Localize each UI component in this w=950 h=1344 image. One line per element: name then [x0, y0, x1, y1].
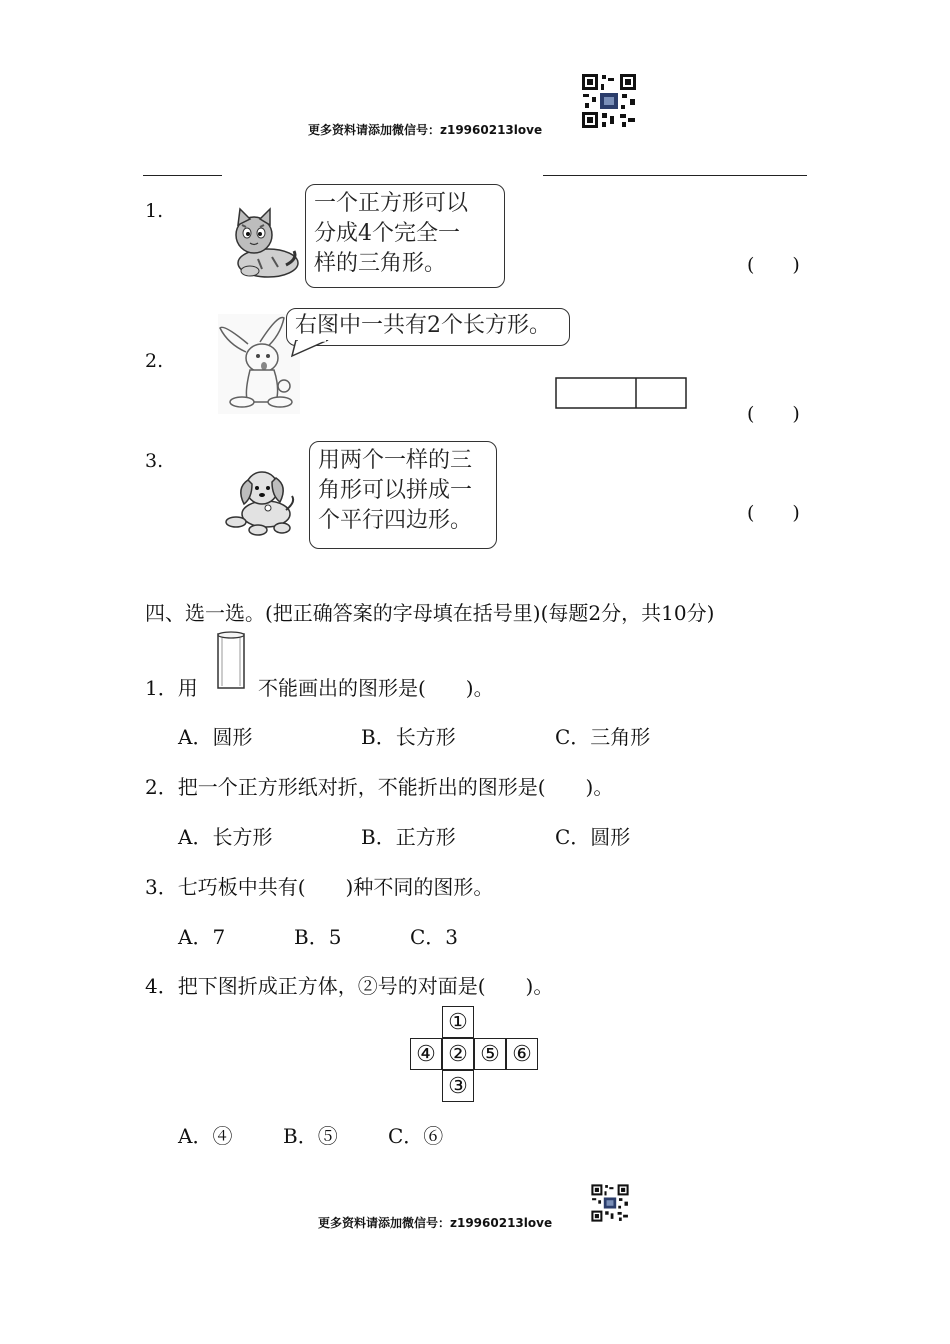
q3-option-a[interactable]: A．7 — [178, 925, 226, 949]
bubble-1-line-2: 分成4个完全一 — [314, 221, 460, 246]
judge-item-3-number: 3. — [145, 450, 164, 472]
judge-item-2-number: 2. — [145, 350, 164, 372]
header-rule-left — [143, 175, 222, 176]
question-4-text: 4．把下图折成正方体，②号的对面是( )。 — [145, 974, 554, 998]
bubble-2-line-1: 右图中一共有2个长方形。 — [295, 313, 551, 338]
question-2-text: 2．把一个正方形纸对折，不能折出的图形是( )。 — [145, 775, 614, 799]
puppy-icon — [222, 464, 298, 538]
q2-option-a[interactable]: A．长方形 — [178, 825, 273, 849]
bubble-1-line-3: 样的三角形。 — [314, 251, 447, 276]
question-1-text: 不能画出的图形是( )。 — [258, 676, 494, 700]
header-rule-right — [543, 175, 807, 176]
bubble-3-line-1: 用两个一样的三 — [318, 448, 473, 473]
speech-bubble-2-tail — [288, 340, 332, 358]
watermark-top-text: 更多资料请添加微信号：z19960213love — [308, 123, 543, 137]
rectangle-figure — [555, 377, 687, 409]
q1-option-b[interactable]: B．长方形 — [361, 725, 456, 749]
q4-option-b[interactable]: B．⑤ — [283, 1124, 338, 1148]
bubble-3-line-2: 角形可以拼成一 — [318, 478, 473, 503]
net-face-4: ④ — [410, 1038, 442, 1070]
qr-code-icon — [580, 72, 638, 130]
q1-option-a[interactable]: A．圆形 — [178, 725, 253, 749]
q4-option-a[interactable]: A．④ — [178, 1124, 233, 1148]
speech-bubble-1 — [305, 184, 505, 288]
cat-icon — [228, 207, 300, 281]
cylinder-icon — [216, 630, 248, 692]
speech-bubble-3 — [309, 441, 497, 549]
net-face-5: ⑤ — [474, 1038, 506, 1070]
net-face-3: ③ — [442, 1070, 474, 1102]
q2-option-b[interactable]: B．正方形 — [361, 825, 456, 849]
net-face-2: ② — [442, 1038, 474, 1070]
judge-item-1-number: 1. — [145, 200, 164, 222]
answer-paren-3[interactable]: ( ) — [747, 502, 800, 524]
q3-option-c[interactable]: C．3 — [410, 925, 459, 949]
answer-paren-1[interactable]: ( ) — [747, 254, 800, 276]
bubble-1-line-1: 一个正方形可以 — [314, 191, 469, 216]
answer-paren-2[interactable]: ( ) — [747, 403, 800, 425]
watermark-bottom-text: 更多资料请添加微信号：z19960213love — [318, 1216, 553, 1230]
q1-option-c[interactable]: C．三角形 — [555, 725, 651, 749]
q3-option-b[interactable]: B．5 — [294, 925, 342, 949]
bubble-3-line-3: 个平行四边形。 — [318, 508, 473, 533]
net-face-1: ① — [442, 1006, 474, 1038]
qr-code-icon — [590, 1183, 630, 1223]
question-1-prefix: 1．用 — [145, 676, 198, 700]
net-face-6: ⑥ — [506, 1038, 538, 1070]
q4-option-c[interactable]: C．⑥ — [388, 1124, 444, 1148]
question-3-text: 3．七巧板中共有( )种不同的图形。 — [145, 875, 494, 899]
section-4-heading: 四、选一选。(把正确答案的字母填在括号里)(每题2分，共10分) — [145, 601, 715, 625]
q2-option-c[interactable]: C．圆形 — [555, 825, 631, 849]
